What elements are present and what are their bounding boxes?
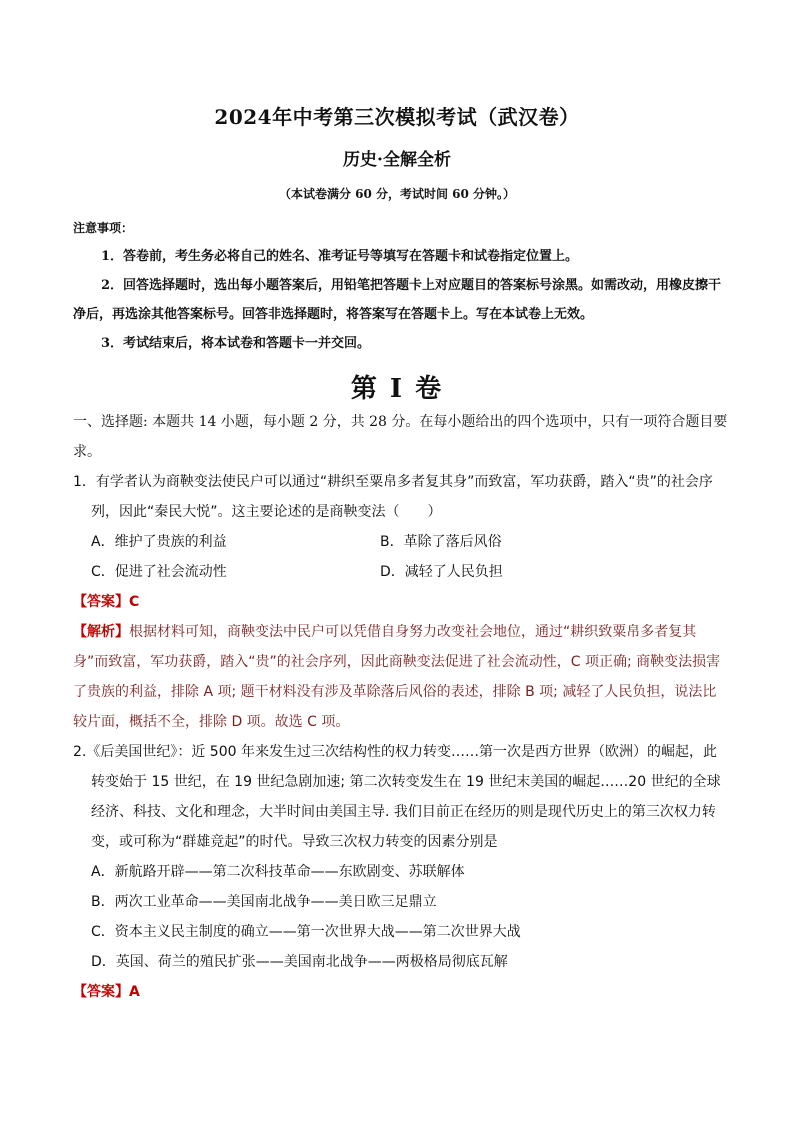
page-title: 2024年中考第三次模拟考试（武汉卷） bbox=[214, 105, 580, 129]
attention-item-3: 3．考试结束后，将本试卷和答题卡一并交回。 bbox=[101, 336, 371, 351]
answer-label: 【答案】 bbox=[73, 594, 129, 610]
section-title: 第 I 卷 bbox=[350, 374, 444, 404]
question-2-stem: 2.《后美国世纪》：近 500 年来发生过三次结构性的权力转变……第一次是西方世界（欧洲）的崛起，此转变始于 15 世纪，在 19 世纪急剧加速; 第二次转变发生在 19 世纪末美国的崛起……20 世纪的全球经济、科技、文化和理念，大半时间由美国主导. 我们目前正在经历的则是现代历史上的第三次权力转变，或可称为“群雄竞起”的时代。导致三次权力转变的因素分别是 bbox=[73, 744, 721, 850]
question-1-answer bbox=[73, 587, 729, 617]
analysis-label: 【解析】 bbox=[73, 624, 129, 640]
question-1-options-row-1 bbox=[73, 527, 729, 557]
answer-value: C bbox=[129, 594, 140, 610]
attention-list bbox=[73, 242, 728, 358]
question-1-option-d: D．减轻了人民负担 bbox=[380, 564, 503, 580]
question-1-option-a: A．维护了贵族的利益 bbox=[91, 534, 227, 550]
question-block bbox=[73, 407, 729, 1007]
attention-heading: 注意事项： bbox=[73, 221, 134, 235]
question-1-options-row-2 bbox=[73, 557, 729, 587]
question-1-option-b: B．革除了落后风俗 bbox=[380, 534, 502, 550]
exam-note: （本试卷满分 60 分，考试时间 60 分钟。） bbox=[278, 187, 516, 201]
question-1-stem: 1．有学者认为商鞅变法使民户可以通过“耕织至粟帛多者复其身”而致富，军功获爵，踏入“贵”的社会序列，因此“秦民大悦”。这主要论述的是商鞅变法（ ） bbox=[73, 474, 713, 520]
page-subtitle: 历史·全解全析 bbox=[343, 150, 451, 170]
attention-item-2: 2．回答选择题时，选出每小题答案后，用铅笔把答题卡上对应题目的答案标号涂黑。如需改动，用橡皮擦干净后，再选涂其他答案标号。回答非选择题时，将答案写在答题卡上。写在本试卷上无效。 bbox=[73, 278, 722, 322]
answer-value: A bbox=[129, 984, 140, 1000]
question-2-option-b: B．两次工业革命——美国南北战争——美日欧三足鼎立 bbox=[91, 894, 437, 910]
question-2-option-c: C．资本主义民主制度的确立——第一次世界大战——第二次世界大战 bbox=[91, 924, 521, 940]
question-1-option-c: C．促进了社会流动性 bbox=[91, 564, 227, 580]
question-2-answer bbox=[73, 977, 729, 1007]
question-2-option-a: A．新航路开辟——第二次科技革命——东欧剧变、苏联解体 bbox=[91, 864, 465, 880]
answer-label: 【答案】 bbox=[73, 984, 129, 1000]
question-2-option-d: D．英国、荷兰的殖民扩张——美国南北战争——两极格局彻底瓦解 bbox=[91, 954, 508, 970]
question-1-analysis bbox=[73, 617, 729, 737]
attention-item-1: 1．答卷前，考生务必将自己的姓名、准考证号等填写在答题卡和试卷指定位置上。 bbox=[101, 249, 579, 264]
analysis-text: 根据材料可知，商鞅变法中民户可以凭借自身努力改变社会地位，通过“耕织致粟帛多者复其身”而致富，军功获爵，踏入“贵”的社会序列，因此商鞅变法促进了社会流动性，C 项正确; 商鞅变法损害了贵族的利益，排除 A 项; 题干材料没有涉及革除落后风俗的表述，排除 B 项; 减轻了人民负担，说法比较片面，概括不全，排除 D 项。故选 C 项。 bbox=[73, 624, 721, 730]
section-intro: 一、选择题: 本题共 14 小题，每小题 2 分，共 28 分。在每小题给出的四个选项中，只有一项符合题目要求。 bbox=[73, 414, 728, 460]
